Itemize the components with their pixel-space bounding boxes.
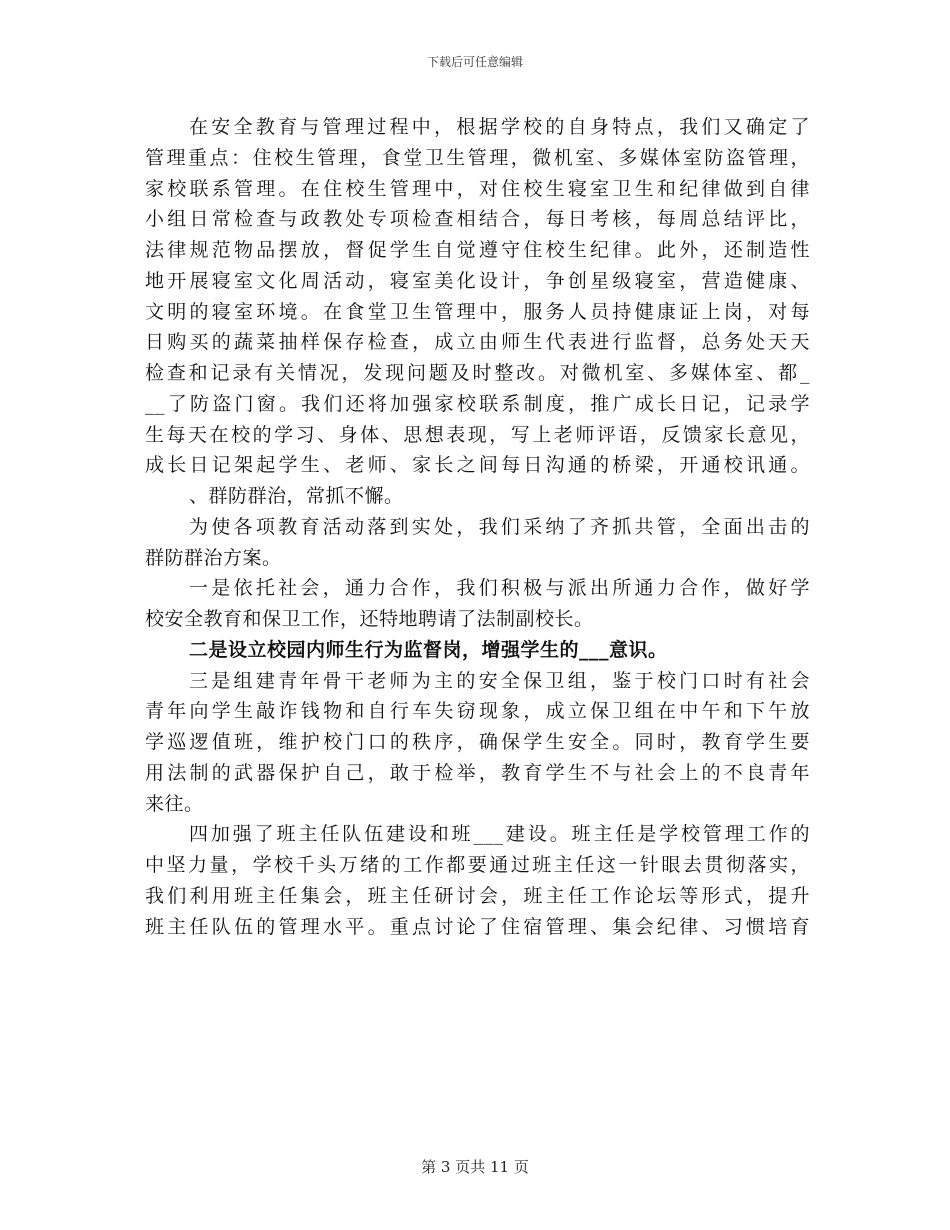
paragraph-line: 小组日常检查与政教处专项检查相结合，每日考核，每周总结评比， bbox=[145, 208, 810, 231]
paragraph-line: 法律规范物品摆放，督促学生自觉遵守住校生纪律。此外，还制造性 bbox=[145, 239, 810, 261]
paragraph-line: 三是组建青年骨干老师为主的安全保卫组，鉴于校门口时有社会 bbox=[189, 669, 810, 692]
paragraph-line: 生每天在校的学习、身体、思想表现，写上老师评语，反馈家长意见， bbox=[145, 423, 810, 446]
page-footer: 第 3 页共 11 页 bbox=[421, 1158, 529, 1176]
paragraph-line: 学巡逻值班，维护校门口的秩序，确保学生安全。同时，教育学生要 bbox=[145, 731, 810, 753]
paragraph-line: 中坚力量，学校千头万绪的工作都要通过班主任这一针眼去贯彻落实， bbox=[145, 854, 810, 876]
section-heading: 、群防群治，常抓不懈。 bbox=[189, 485, 404, 507]
paragraph-line: 文明的寝室环境。在食堂卫生管理中，服务人员持健康证上岗，对每 bbox=[145, 300, 810, 323]
page-header: 下载后可任意编辑 bbox=[426, 55, 523, 69]
paragraph-line: 地开展寝室文化周活动，寝室美化设计，争创星级寝室，营造健康、 bbox=[145, 269, 810, 292]
paragraph-line: 来往。 bbox=[145, 792, 204, 815]
paragraph-line: 成长日记架起学生、老师、家长之间每日沟通的桥梁，开通校讯通。 bbox=[145, 454, 810, 477]
paragraph-line: 用法制的武器保护自己，敢于检举，教育学生不与社会上的不良青年 bbox=[145, 761, 810, 784]
paragraph-line: 四加强了班主任队伍建设和班___建设。班主任是学校管理工作的 bbox=[189, 823, 810, 846]
paragraph-line: 班主任队伍的管理水平。重点讨论了住宿管理、集会纪律、习惯培育 bbox=[145, 915, 810, 938]
paragraph-line: 一是依托社会，通力合作，我们积极与派出所通力合作，做好学 bbox=[189, 577, 810, 600]
paragraph-line: 检查和记录有关情况，发现问题及时整改。对微机室、多媒体室、都_ bbox=[145, 362, 810, 384]
paragraph-line: 校安全教育和保卫工作，还特地聘请了法制副校长。 bbox=[145, 608, 594, 630]
document-body bbox=[145, 112, 810, 942]
paragraph-line: 管理重点：住校生管理，食堂卫生管理，微机室、多媒体室防盗管理， bbox=[145, 146, 810, 169]
paragraph-line: 为使各项教育活动落到实处，我们采纳了齐抓共管，全面出击的 bbox=[189, 515, 810, 538]
paragraph-line: __了防盗门窗。我们还将加强家校联系制度，推广成长日记，记录学 bbox=[145, 392, 810, 415]
paragraph-line: 青年向学生敲诈钱物和自行车失窃现象，成立保卫组在中午和下午放 bbox=[145, 700, 810, 723]
paragraph-line: 群防群治方案。 bbox=[145, 546, 282, 569]
paragraph-line: 日购买的蔬菜抽样保存检查，成立由师生代表进行监督，总务处天天 bbox=[145, 331, 810, 354]
bold-paragraph-line: 二是设立校园内师生行为监督岗，增强学生的___意识。 bbox=[189, 638, 668, 661]
paragraph-line: 在安全教育与管理过程中，根据学校的自身特点，我们又确定了 bbox=[189, 116, 810, 138]
paragraph-line: 家校联系管理。在住校生管理中，对住校生寝室卫生和纪律做到自律 bbox=[145, 177, 810, 200]
paragraph-line: 我们利用班主任集会，班主任研讨会，班主任工作论坛等形式，提升 bbox=[145, 884, 810, 907]
